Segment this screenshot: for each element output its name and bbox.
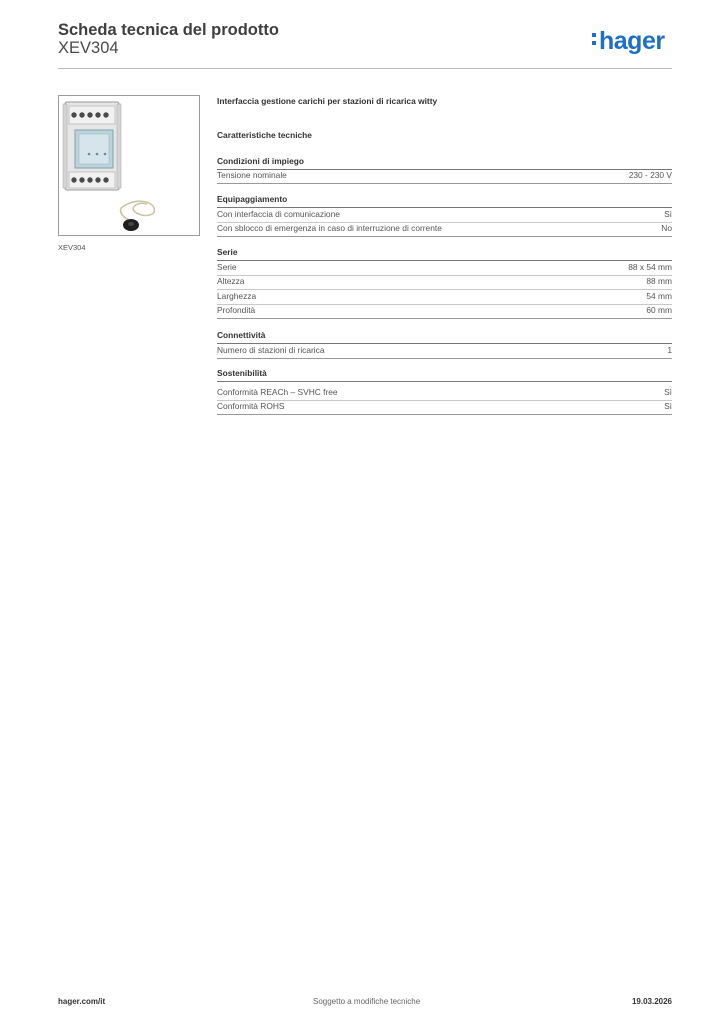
spec-value: Sì — [664, 209, 672, 219]
spec-value: 88 mm — [646, 276, 672, 286]
footer-note: Soggetto a modifiche tecniche — [313, 997, 421, 1006]
characteristics-title: Caratteristiche tecniche — [217, 130, 312, 140]
spec-row — [217, 344, 672, 359]
spec-label: Altezza — [217, 276, 245, 286]
product-photo-icon — [59, 96, 199, 235]
spec-row — [217, 400, 672, 415]
spec-value: 54 mm — [646, 291, 672, 301]
header-divider — [58, 68, 672, 69]
spec-value: 230 - 230 V — [628, 170, 672, 180]
page-title: Scheda tecnica del prodotto — [58, 21, 279, 39]
group-title-equipment: Equipaggiamento — [217, 193, 672, 208]
spec-value: No — [661, 223, 672, 233]
spec-row — [217, 290, 672, 305]
spec-label: Conformità ROHS — [217, 401, 285, 411]
photo-caption: XEV304 — [58, 243, 86, 252]
footer-date: 19.03.2026 — [631, 997, 672, 1006]
product-photo — [58, 95, 200, 236]
spec-value: 60 mm — [646, 305, 672, 315]
group-title-sustainability: Sostenibilità — [217, 367, 672, 382]
spec-value: Sì — [664, 401, 672, 411]
spec-row — [217, 275, 672, 290]
spec-label: Tensione nominale — [217, 170, 287, 180]
spec-label: Conformità REACh – SVHC free — [217, 387, 338, 397]
spec-label: Larghezza — [217, 291, 257, 301]
product-code: XEV304 — [58, 39, 119, 57]
group-title-series: Serie — [217, 246, 672, 261]
spec-label: Con sblocco di emergenza in caso di interruzione di corrente — [217, 223, 442, 233]
logo-text: hager — [599, 27, 665, 55]
hager-logo[interactable] — [592, 27, 665, 56]
spec-row — [217, 386, 672, 401]
spec-value: 88 x 54 mm — [628, 262, 672, 272]
spec-label: Numero di stazioni di ricarica — [217, 345, 325, 355]
spec-label: Con interfaccia di comunicazione — [217, 209, 340, 219]
spec-value: 1 — [667, 345, 672, 355]
spec-row — [217, 169, 672, 184]
spec-row — [217, 304, 672, 319]
group-title-conditions: Condizioni di impiego — [217, 155, 672, 170]
footer-website-link[interactable]: hager.com/it — [58, 997, 106, 1006]
spec-row — [217, 261, 672, 276]
logo-colon-icon — [592, 31, 597, 47]
group-title-connectivity: Connettività — [217, 329, 672, 344]
spec-label: Serie — [217, 262, 237, 272]
spec-row — [217, 222, 672, 237]
spec-label: Profondità — [217, 305, 256, 315]
product-description: Interfaccia gestione carichi per stazioni di ricarica witty — [217, 96, 438, 106]
spec-value: Sì — [664, 387, 672, 397]
spec-row — [217, 208, 672, 223]
